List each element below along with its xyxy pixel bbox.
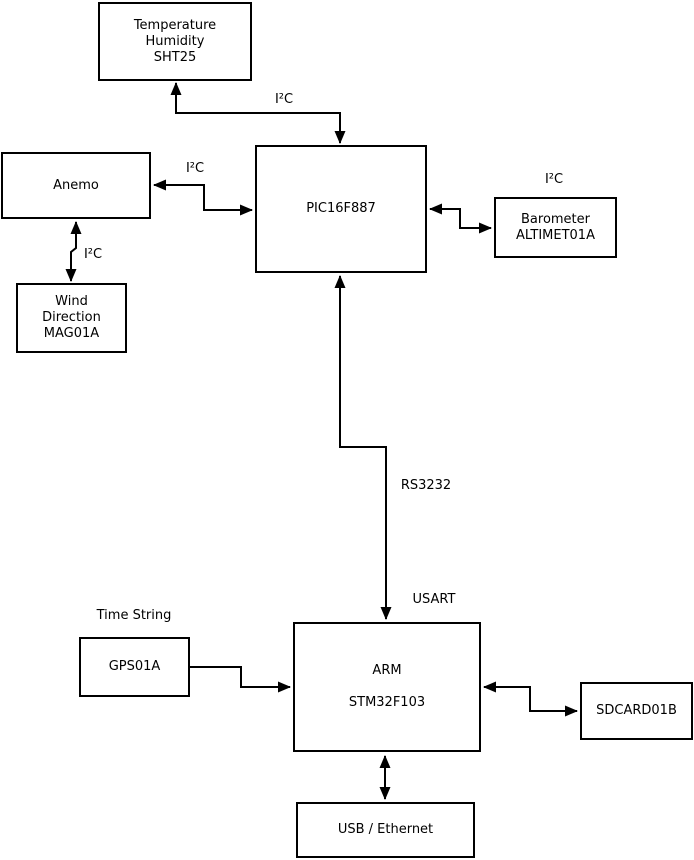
diagram-node-usb-ethernet (296, 802, 475, 858)
node-label-line: Humidity (145, 33, 205, 49)
diagram-node-arm-stm32f103 (293, 622, 481, 752)
diagram-edge-pic-to-arm (340, 276, 386, 619)
edge-label-i2c-wind-direction: I²C (83, 247, 103, 262)
diagram-edge-anemo-to-wind-direction (71, 222, 76, 281)
diagram-node-pic16f887 (255, 145, 427, 273)
node-label-line: ALTIMET01A (516, 227, 595, 243)
node-label-line: Temperature (133, 17, 217, 33)
diagram-node-gps01a (79, 637, 190, 697)
node-label-line: GPS01A (108, 659, 161, 674)
edge-label-rs3232: RS3232 (400, 478, 452, 493)
node-label-line: STM32F103 (348, 695, 426, 710)
diagram-edge-arm-to-sdcard (484, 687, 577, 711)
diagram-edge-pic-to-barometer (430, 209, 491, 228)
node-label-line: ARM (372, 663, 402, 678)
diagram-edge-pic-to-anemo (154, 185, 252, 210)
diagram-edge-pic-to-sht25 (176, 83, 340, 143)
edge-label-i2c-sht25: I²C (274, 92, 294, 107)
node-label-line: SHT25 (153, 49, 197, 65)
diagram-node-barometer-altimet01a (494, 197, 617, 258)
node-label-line: PIC16F887 (306, 201, 376, 216)
node-label-line: Direction (42, 310, 101, 325)
diagram-node-wind-direction-mag01a (16, 283, 127, 353)
diagram-node-sdcard01b (580, 682, 693, 740)
diagram-edge-gps-to-arm (190, 667, 290, 687)
node-label-line: Barometer (521, 211, 590, 227)
diagram-node-anemo (1, 152, 151, 219)
edge-label-i2c-barometer: I²C (544, 172, 564, 187)
node-label-line: SDCARD01B (596, 703, 677, 718)
node-label-line: MAG01A (43, 326, 100, 341)
node-label-line: USB / Ethernet (337, 822, 434, 837)
edge-label-time-string: Time String (96, 608, 172, 623)
edge-label-i2c-anemo: I²C (185, 161, 205, 176)
diagram-node-temperature-humidity-sht25 (98, 2, 252, 81)
node-label-line: Anemo (53, 177, 99, 193)
node-label-line: Wind (55, 294, 88, 309)
edge-label-usart: USART (412, 592, 456, 607)
